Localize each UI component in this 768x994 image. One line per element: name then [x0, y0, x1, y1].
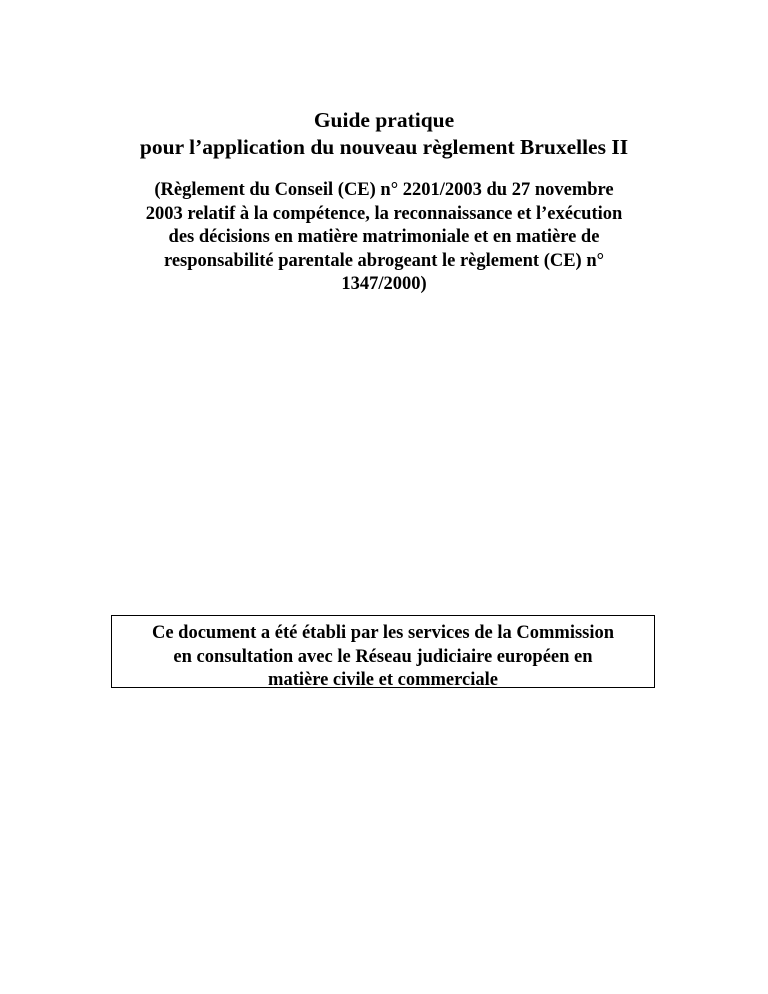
- title-line-2: pour l’application du nouveau règlement Bruxelles II: [139, 135, 629, 159]
- subtitle-line-5: 1347/2000): [341, 274, 427, 294]
- notice-line-1: Ce document a été établi par les services de la Commission: [151, 623, 615, 643]
- notice-line-2: en consultation avec le Réseau judiciaire européen en: [173, 646, 593, 667]
- document-title: [0, 107, 768, 161]
- subtitle-line-1: (Règlement du Conseil (CE) n° 2201/2003 du 27 novembre: [154, 180, 614, 200]
- regulation-reference: [0, 179, 768, 297]
- subtitle-line-4: responsabilité parentale abrogeant le règlement (CE) n°: [163, 250, 605, 271]
- notice-box: [111, 615, 655, 688]
- subtitle-line-3: des décisions en matière matrimoniale et en matière de: [168, 227, 600, 247]
- notice-line-3: matière civile et commerciale: [268, 670, 498, 690]
- title-line-1: Guide pratique: [313, 108, 455, 132]
- subtitle-line-2: 2003 relatif à la compétence, la reconnaissance et l’exécution: [145, 203, 623, 224]
